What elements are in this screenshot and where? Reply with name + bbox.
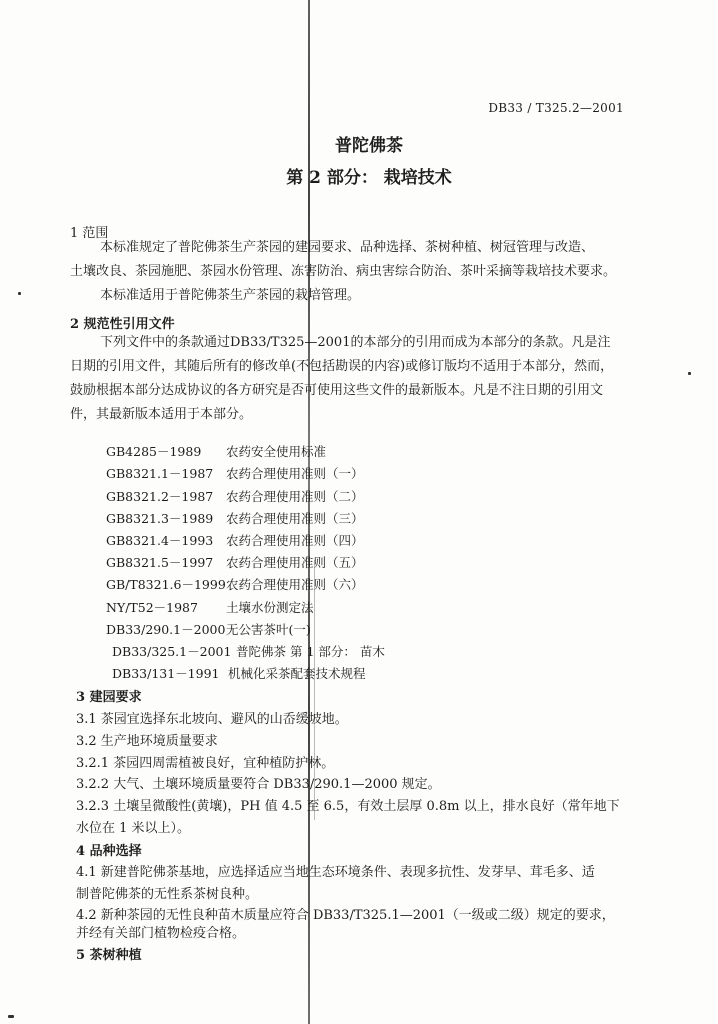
reference-code: GB8321.1－1987 xyxy=(106,466,214,481)
reference-code: GB8321.2－1987 xyxy=(106,489,214,504)
scan-speck xyxy=(18,292,21,295)
reference-item xyxy=(106,598,314,616)
reference-code: GB8321.3－1989 xyxy=(106,511,214,526)
paragraph-line: 土壤改良、茶园施肥、茶园水份管理、冻害防治、病虫害综合防治、茶叶采摘等栽培技术要求。 xyxy=(70,264,617,279)
reference-name: 农药合理使用准则（一） xyxy=(226,466,364,481)
reference-item xyxy=(106,442,326,460)
document-title: 普陀佛茶 xyxy=(335,136,403,156)
scan-speck xyxy=(8,1015,14,1018)
reference-code: NY/T52－1987 xyxy=(106,600,198,615)
reference-name: 土壤水份测定法 xyxy=(226,600,314,615)
reference-name: 普陀佛茶 第 1 部分： 苗木 xyxy=(236,644,385,659)
clause-3-1: 3.1 茶园宜选择东北坡向、避风的山岙缓坡地。 xyxy=(76,712,348,727)
section-4-heading: 4 品种选择 xyxy=(76,844,142,859)
reference-code: DB33/290.1－2000 xyxy=(106,622,226,637)
clause-3-2-1: 3.2.1 茶园四周需植被良好，宜种植防护林。 xyxy=(76,756,335,771)
reference-name: 农药合理使用准则（三） xyxy=(226,511,364,526)
section-1-paragraph-2 xyxy=(70,284,635,308)
reference-item xyxy=(106,487,364,505)
reference-item xyxy=(106,531,364,549)
reference-name: 农药合理使用准则（二） xyxy=(226,489,364,504)
reference-name: 农药合理使用准则（五） xyxy=(226,555,364,570)
clause-3-2-3: 3.2.3 土壤呈微酸性(黄壤)，PH 值 4.5 至 6.5，有效土层厚 0.8m 以上，排水良好（常年地下 xyxy=(76,799,620,814)
document-code: DB33 / T325.2—2001 xyxy=(488,101,624,115)
reference-item xyxy=(106,464,364,482)
reference-code: GB8321.4－1993 xyxy=(106,533,214,548)
section-5-heading: 5 茶树种植 xyxy=(76,948,142,963)
reference-code: DB33/325.1－2001 xyxy=(112,644,232,659)
reference-name: 机械化采茶配套技术规程 xyxy=(228,666,366,681)
section-1-paragraph-1 xyxy=(70,236,635,284)
paragraph-line: 下列文件中的条款通过DB33/T325—2001的本部分的引用而成为本部分的条款。凡是注 xyxy=(100,335,611,350)
reference-item xyxy=(106,553,364,571)
reference-code: GB8321.5－1997 xyxy=(106,555,214,570)
document-subtitle: 第 2 部分： 栽培技术 xyxy=(286,168,452,188)
section-3-heading: 3 建园要求 xyxy=(76,690,142,705)
reference-item xyxy=(106,575,364,593)
scan-speck xyxy=(688,372,691,375)
clause-3-2-3-cont: 水位在 1 米以上）。 xyxy=(76,821,191,836)
reference-item xyxy=(112,664,366,682)
reference-code: GB/T8321.6－1999 xyxy=(106,577,226,592)
reference-name: 无公害茶叶(一) xyxy=(226,622,311,637)
reference-code: GB4285－1989 xyxy=(106,444,202,459)
reference-item xyxy=(112,642,385,660)
paragraph-line: 鼓励根据本部分达成协议的各方研究是否可使用这些文件的最新版本。凡是不注日期的引用文 xyxy=(70,383,604,398)
clause-4-1: 4.1 新建普陀佛茶基地，应选择适应当地生态环境条件、表现多抗性、发芽早、茸毛多、适 xyxy=(76,865,595,880)
reference-item xyxy=(106,509,364,527)
clause-3-2-2: 3.2.2 大气、土壤环境质量要符合 DB33/290.1—2000 规定。 xyxy=(76,777,441,792)
paragraph-line: 日期的引用文件，其随后所有的修改单(不包括勘误的内容)或修订版均不适用于本部分，然而， xyxy=(70,359,614,374)
section-2-heading: 2 规范性引用文件 xyxy=(70,317,175,332)
section-2-paragraph xyxy=(70,331,635,427)
reference-item xyxy=(106,620,311,638)
reference-name: 农药安全使用标准 xyxy=(226,444,327,459)
clause-3-2: 3.2 生产地环境质量要求 xyxy=(76,734,218,749)
clause-4-2-cont: 并经有关部门植物检疫合格。 xyxy=(76,926,246,941)
clause-4-1-cont: 制普陀佛茶的无性系茶树良种。 xyxy=(76,887,259,902)
paragraph-line: 件，其最新版本适用于本部分。 xyxy=(70,407,253,422)
clause-4-2: 4.2 新种茶园的无性良种苗木质量应符合 DB33/T325.1—2001（一级或二级）规定的要求， xyxy=(76,908,615,923)
reference-name: 农药合理使用准则（四） xyxy=(226,533,364,548)
section-1-heading: 1 范围 xyxy=(70,226,109,241)
reference-code: DB33/131－1991 xyxy=(112,666,220,681)
paragraph-line: 本标准适用于普陀佛茶生产茶园的栽培管理。 xyxy=(100,288,361,303)
paragraph-line: 本标准规定了普陀佛茶生产茶园的建园要求、品种选择、茶树种植、树冠管理与改造、 xyxy=(100,240,595,255)
reference-name: 农药合理使用准则（六） xyxy=(226,577,364,592)
